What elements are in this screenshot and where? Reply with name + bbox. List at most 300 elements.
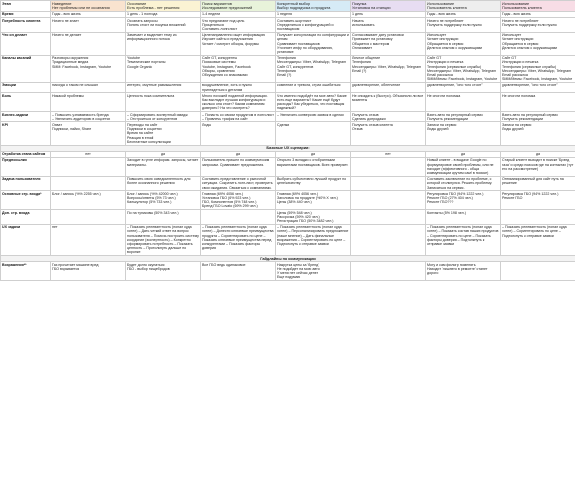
yes-no-cell: нет — [51, 151, 126, 157]
journey-cell — [426, 93, 501, 112]
cell-text: Email (?) — [277, 72, 292, 77]
journey-cell — [51, 191, 126, 210]
cell-text: Получить отзыв — [352, 112, 379, 117]
cell-text: Вопросы/ответы (5% 73 чел.) — [127, 196, 176, 201]
cell-text: Все ГБО ведь одинаковое — [202, 262, 246, 267]
row-label: UX задачи — [1, 224, 51, 255]
cell-text: Калькулятор (5% 733 чел.) — [127, 200, 172, 205]
cell-text: Ценность пока сомнительна — [127, 93, 175, 98]
cell-text: Записи на сервис — [427, 122, 457, 127]
cell-text: Оптимизированный для сайт путь на решение — [502, 177, 564, 186]
ux-row — [1, 224, 575, 255]
cell-text: – Показать релевантность (попал куда хотел) – Персонализировать предложение (наше мнение) – Дать финальные возражения – Сориентировать по цене – Подтолкнуть к отправке заявки — [277, 225, 349, 247]
cell-text: использовать — [352, 22, 375, 27]
cell-text: удовлетворение, облегчение — [352, 83, 401, 88]
row-label: Боль — [1, 93, 51, 112]
row-label: KPI — [1, 122, 51, 145]
cell-text: Начать — [352, 18, 364, 23]
yes-no-cell: да — [201, 151, 276, 157]
cell-text: Использует — [502, 33, 522, 38]
cell-text: Регулировка ГБО (94% 1222 чел.) — [502, 191, 559, 196]
cell-text: Главная (69% 4056 чел.) — [277, 191, 319, 196]
cell-text: – Увеличить аудиторию в соцсетях — [52, 116, 111, 121]
cell-text: Накрутка цены за 'бренд' — [277, 262, 319, 267]
row-label: Возражения** — [1, 262, 51, 281]
journey-cell — [51, 224, 126, 255]
journey-cell — [351, 224, 426, 255]
cell-text: – Показать релевантность (попал куда хотел) – Донести ключевые преимущества продукта – Сориентировать по цене – Показать ключевые преимущества перед конкурентами – Показать факторы доверия — [202, 225, 274, 251]
cell-text: Цены (38% 440 чел.) — [277, 200, 312, 205]
journey-cell — [351, 157, 426, 176]
journey-cell — [51, 176, 126, 191]
cell-text: Ремонт ГБО (27% 404 чел.) — [427, 196, 473, 201]
cell-text: SMM/Мемы: Facebook, Instagram, Youtube — [427, 77, 498, 82]
journey-cell — [51, 122, 126, 145]
cell-text: Взять авто на регулярный сервис — [502, 112, 559, 117]
cell-text: Читает инструкции — [427, 37, 459, 42]
cell-text: Тематические порталы — [127, 60, 166, 65]
journey-cell — [126, 93, 201, 112]
yes-no-cell: да — [276, 151, 351, 157]
cell-text: Выбрать субъективно лучший продукт по цене/качеству — [277, 177, 347, 186]
journey-row — [1, 112, 575, 122]
journey-cell — [426, 32, 501, 55]
cell-text: Бесплатные консультации — [127, 139, 171, 144]
cell-text: Лиды друзей — [427, 127, 449, 132]
cell-text: Получить поддержку если нужно — [502, 22, 557, 27]
cell-text: Новый клиент - в выдаче Google по формулировке своей проблемы, или не находит (эффективного - обща коммуникации крутим сам! в поиске) — [427, 158, 494, 176]
journey-cell — [126, 32, 201, 55]
stage-header-4: Конкретный выбор Выбор подрядчика и продукта — [276, 1, 351, 12]
journey-cell — [276, 18, 351, 33]
cell-text: Годы - всю жизнь — [502, 12, 531, 17]
cell-text: Прицениться — [202, 22, 224, 27]
journey-cell — [126, 55, 201, 82]
cell-text: Целенаправленно ищет информацию — [202, 33, 266, 38]
cell-text: Находит 'лишнего в ремонте' станет дорого — [427, 267, 488, 276]
cell-text: Ремонт ГБО — [502, 196, 523, 201]
journey-cell — [276, 157, 351, 176]
cell-text: Подписки, лайки, Share — [52, 127, 92, 132]
cell-text: интерес, смутные размышления — [127, 83, 182, 88]
ux-row — [1, 157, 575, 176]
cell-text: Ничего не знает — [52, 18, 79, 23]
cell-text: Замечает и выделяет тему из информационного потока — [127, 33, 177, 42]
journey-cell — [201, 18, 276, 33]
journey-cell — [201, 210, 276, 225]
cell-text: Ничего не потребляет — [427, 18, 464, 23]
cell-text: удовлетворение, "оно того стоит" — [502, 83, 558, 88]
journey-cell — [276, 262, 351, 281]
journey-cell — [201, 112, 276, 122]
stage-header-1: Наведение Нет проблемы или не осознания — [51, 1, 126, 12]
stage-header-7: Использование Пользователь клиента — [501, 1, 575, 12]
cell-text: 1 день — [352, 12, 363, 17]
cell-text: Мессенджеры: Viber, WhatsApp, Telegram — [502, 68, 572, 73]
cell-text: Изучает сайты и предложения — [202, 37, 253, 42]
cell-text: Оплачивает — [352, 45, 373, 50]
row-label: Каналы касаний — [1, 55, 51, 82]
row-label: Потребность клиента — [1, 18, 51, 33]
journey-cell — [276, 191, 351, 210]
journey-cell — [126, 224, 201, 255]
cell-text: Согласовывает дату установки — [352, 33, 404, 38]
journey-cell — [351, 262, 426, 281]
ux-row — [1, 210, 575, 225]
cell-text: ГБО взрывается — [52, 267, 80, 272]
ux-row — [1, 176, 575, 191]
journey-row — [1, 55, 575, 82]
journey-cell — [351, 210, 426, 225]
cell-text: Подписки в соцсетях — [127, 127, 162, 132]
cell-text: Регистрация ГБО (50% 3482 чел.) — [277, 219, 334, 224]
cell-text: Что именно подойдёт на мое авто? Какие есть еще варианты? Какие ещё будут расходы? Как убедиться, что поставщик надежный? — [277, 93, 347, 111]
journey-cell — [426, 191, 501, 210]
cell-text: Понять стоит ли покупка вложений — [127, 22, 186, 27]
journey-cell — [426, 82, 501, 92]
cell-text: Пользователь пришел по коммерческим запросам. Сравнивает предложения. — [202, 158, 270, 167]
cell-text: 1-4 недели — [202, 12, 221, 17]
cell-text: По на тупиковы (50% 343 чел.) — [127, 210, 179, 215]
journey-cell — [126, 210, 201, 225]
cell-text: Лиды — [202, 122, 212, 127]
cell-text: нет — [52, 225, 58, 230]
ux-row — [1, 191, 575, 210]
journey-cell — [426, 176, 501, 191]
cell-text: Сайт GT, конкурентов — [277, 64, 314, 69]
journey-cell — [426, 122, 501, 145]
cell-text: – Показать релевантность (попал куда хотел) – Показать состав наших продуктов – Сориентировать по цене – Показать факторы доверия – Подтолкнуть к отправке заявки — [427, 225, 499, 247]
journey-cell — [126, 176, 201, 191]
journey-cell — [351, 176, 426, 191]
cell-text: Получить рекомендации — [427, 116, 469, 121]
cell-text: Годы - всю жизнь — [427, 12, 456, 17]
cell-text: Цены (59% 548 чел.) — [277, 210, 312, 215]
cell-text: Составить заключение по проблеме, с которой столкнулся. Решить проблему. Записаться на сервис. — [427, 177, 493, 190]
cell-text: Могу и сам фильтр поменять — [427, 262, 476, 267]
journey-cell — [426, 157, 501, 176]
journey-cell — [351, 191, 426, 210]
journey-cell — [501, 93, 575, 112]
cell-text: Бренд ГБО Lovato (69% 299 чел.) — [202, 204, 258, 209]
journey-cell — [501, 18, 575, 33]
cell-text: Составить лонгслист — [202, 26, 238, 31]
journey-row — [1, 18, 575, 33]
cell-text: Email рассылка — [502, 72, 528, 77]
cell-text: – Увеличить конверсию заявок в сделки — [277, 112, 344, 117]
cell-text: Использует — [427, 33, 447, 38]
cell-text: Обзоры, сравнения — [202, 68, 235, 73]
journey-cell — [276, 93, 351, 112]
cell-text: У меня нет сейчас денег — [277, 271, 319, 276]
journey-cell — [501, 82, 575, 92]
cell-text: Поисковые системы — [202, 60, 236, 65]
cell-text: никогда о таком не слышал — [52, 83, 98, 88]
cell-text: Не сноготи поломка — [502, 93, 536, 98]
yes-no-cell: да — [501, 151, 575, 157]
journey-row — [1, 32, 575, 55]
row-label: Эмоции — [1, 82, 51, 92]
cell-text: Заголовок на продукте (%0% X чел.) — [277, 196, 338, 201]
cell-text: Сайт GT, конкуренты — [202, 56, 238, 61]
journey-cell — [501, 157, 575, 176]
row-label: Что он делает — [1, 32, 51, 55]
journey-cell — [201, 157, 276, 176]
section-title: Базовые UX сценарии: — [1, 145, 575, 151]
journey-cell — [351, 82, 426, 92]
journey-cell — [276, 112, 351, 122]
cell-text: Youtube — [127, 56, 141, 61]
cell-text: Время на сайте — [127, 131, 154, 136]
journey-cell — [126, 191, 201, 210]
cell-text: Установка ГБО (6% 923 чел.) — [202, 196, 251, 201]
cell-text: Мессенджеры: Viber, WhatsApp, Telegram — [277, 60, 347, 65]
cell-text: Обращается в сервис — [502, 41, 539, 46]
cell-text: Отзыв — [352, 127, 363, 132]
stage-header-2: Осознание Есть проблема - нет решения — [126, 1, 201, 12]
journey-cell — [51, 32, 126, 55]
journey-cell — [126, 122, 201, 145]
row-label: Время — [1, 11, 51, 17]
cell-text: 1 неделя — [277, 12, 292, 17]
cell-text: Телефония (сервисные службы) — [502, 64, 557, 69]
cell-text: Сайт GT — [502, 56, 517, 61]
journey-cell — [501, 32, 575, 55]
journey-cell — [51, 157, 126, 176]
journey-cell — [351, 18, 426, 33]
cell-text: Старый клиент выходит в поиске 'Брэнд газа' и среди поисков где на контактах (тут его на рассмотрение) — [502, 158, 574, 171]
journey-cell — [51, 18, 126, 33]
cell-text: Делится опытом с окружающими — [427, 45, 483, 50]
journey-cell — [426, 55, 501, 82]
cell-text: Не опоздать к (быстро). Объяснили ли все моменты — [352, 93, 424, 102]
cell-text: – Показать релевантность (попал куда хотел) – Сориентировать по цене – Подтолкнуть к отправке заявки — [502, 225, 567, 238]
cell-text: Инструкции и печатка — [502, 60, 539, 65]
journey-cell — [501, 224, 575, 255]
cell-text: Составить шортлист — [277, 18, 312, 23]
cell-text: Обращается в сервис — [427, 41, 464, 46]
cell-text: – Отстроиться от конкурентов — [127, 116, 178, 121]
journey-cell — [276, 122, 351, 145]
journey-row — [1, 82, 575, 92]
journey-cell — [426, 210, 501, 225]
journey-cell — [51, 93, 126, 112]
journey-cell — [201, 93, 276, 112]
row-label: Основные стр. входа* — [1, 191, 51, 210]
cell-text: Телефония (сервисные службы) — [427, 64, 482, 69]
journey-cell — [51, 82, 126, 92]
cell-text: Будет долго окупаться — [127, 262, 165, 267]
section-title: Гайдлайны по коммуникации — [1, 256, 575, 262]
cell-text: Сделки — [277, 122, 290, 127]
cell-text: Ничего не потребляет — [502, 18, 539, 23]
cell-text: Реакция в email — [127, 135, 154, 140]
cell-text: Повысить свою осведомленность для более осознанного решения — [127, 177, 191, 186]
journey-cell — [426, 112, 501, 122]
cell-text: Личное общение — [352, 56, 381, 61]
yes-no-cell: нет — [351, 151, 426, 157]
cell-text: Никакой проблемы — [52, 93, 84, 98]
cell-text: удовлетворение, "оно того стоит" — [427, 83, 483, 88]
cell-text: Рассрочка (59% 420 чел.) — [277, 214, 320, 219]
cell-text: Уточняет инфу по оборудованию, установке — [277, 45, 334, 54]
cell-text: Инструкции и печатка — [427, 60, 464, 65]
journey-cell — [351, 55, 426, 82]
objection-row — [1, 262, 575, 281]
cell-text: Составить представление о рыночной ситуации. Сократить лонг-лист, проверить свои ожидания. Связаться с компаниями. — [202, 177, 273, 190]
journey-cell — [351, 32, 426, 55]
journey-cell — [276, 210, 351, 225]
cell-text: Традиционные медиа — [52, 60, 89, 65]
row-label: Этап — [1, 1, 51, 12]
journey-cell — [201, 191, 276, 210]
cell-text: Годы - всю жизнь — [52, 12, 81, 17]
cell-text: Получить отзыв клиента — [352, 122, 393, 127]
cell-text: Не подойдет на мою авто — [277, 267, 320, 272]
journey-cell — [501, 55, 575, 82]
cell-text: воодушевление, хоть и нужно приглядеться к деталям — [202, 83, 252, 92]
journey-cell — [201, 55, 276, 82]
cell-text: Google Organic — [127, 64, 153, 69]
cell-text: Приезжает на установку — [352, 37, 393, 42]
journey-cell — [501, 122, 575, 145]
cell-text: Общается с мастером — [352, 41, 390, 46]
journey-cell — [276, 32, 351, 55]
journey-cell — [201, 224, 276, 255]
journey-cell — [126, 262, 201, 281]
stage-header-5: Покупка Установка на станции — [351, 1, 426, 12]
row-label: Бизнес-задачи — [1, 112, 51, 122]
journey-cell — [276, 224, 351, 255]
cell-text: Взять авто на регулярный сервис — [427, 112, 484, 117]
journey-cell — [501, 191, 575, 210]
cell-text: Лиды друзей — [502, 127, 524, 132]
journey-row — [1, 93, 575, 112]
journey-cell — [201, 262, 276, 281]
cell-text: Не сноготи поломка — [427, 93, 461, 98]
cell-text: Телефония — [277, 68, 296, 73]
journey-cell — [276, 176, 351, 191]
journey-cell — [426, 224, 501, 255]
journey-cell — [201, 32, 276, 55]
cell-text: Email (?) — [352, 68, 367, 73]
cell-text: – Привлечь трафик на сайт — [202, 116, 248, 121]
cell-text: Сайт GT — [427, 56, 442, 61]
cell-text: Осознать запросы — [127, 18, 158, 23]
cell-text: Определиться с конфигурацией и поставщиком — [277, 22, 334, 31]
cell-text: Мессенджеры: Viber, WhatsApp, Telegram — [352, 64, 422, 69]
cell-text: Делится опытом с окружающими — [502, 45, 558, 50]
cell-text: Блог / запись (%% 42000 чел.) — [127, 191, 178, 196]
journey-cell — [351, 122, 426, 145]
journey-cell — [276, 55, 351, 82]
journey-cell — [126, 18, 201, 33]
cell-text: SMM/Мемы: Facebook, Instagram, Youtube — [502, 77, 573, 82]
cell-text: Сделать допродажи — [352, 116, 386, 121]
cell-text: Что предлагают под цель — [202, 18, 245, 23]
cell-text: Переходы на сайт — [127, 122, 158, 127]
cell-text: Главная (69% 4056 чел.) — [202, 191, 244, 196]
row-label: Отработка этапа сайтом — [1, 151, 51, 157]
stage-header-6: Использование Пользователь клиента — [426, 1, 501, 12]
cell-text: Ремонт ГБО??? — [427, 200, 454, 205]
cell-text: Сравнивает поставщиков — [277, 41, 320, 46]
stage-header-3: Поиск вариантов Исследование предложений — [201, 1, 276, 12]
journey-cell — [501, 262, 575, 281]
cell-text: Телефония — [277, 56, 296, 61]
cell-text: Читает / смотрит обзоры, форумы — [202, 41, 259, 46]
cell-text: SMM: Facebook, Instagram, Youtube — [52, 64, 112, 69]
journey-cell — [51, 210, 126, 225]
journey-cell — [276, 82, 351, 92]
cell-text: Получить рекомендации — [502, 116, 544, 121]
cell-text: Охват — [52, 122, 62, 127]
cell-text: Получает консультации по конфигурации и ценам — [277, 33, 349, 42]
cell-text: Разговоры окружения — [52, 56, 89, 61]
journey-cell — [51, 55, 126, 82]
journey-cell — [51, 112, 126, 122]
journey-cell — [126, 82, 201, 92]
cell-text: – Повысить узнаваемость бренда — [52, 112, 109, 117]
cell-text: Газ прочитает машине вред — [52, 262, 99, 267]
journey-cell — [351, 112, 426, 122]
journey-cell — [351, 93, 426, 112]
journey-cell — [201, 176, 276, 191]
row-label: Задача пользователя — [1, 176, 51, 191]
cell-text: Регулировка ГБО (94% 1222 чел.) — [427, 191, 484, 196]
cell-text: ГБО, Компонентов (5% 748 чел.) — [202, 200, 257, 205]
journey-cell — [51, 262, 126, 281]
journey-cell — [501, 210, 575, 225]
journey-cell — [426, 18, 501, 33]
journey-cell — [201, 82, 276, 92]
journey-cell — [426, 262, 501, 281]
cell-text: – Попасть со своим продуктом в лонгслист — [202, 112, 274, 117]
cell-text: Youtube, Instagram, Facebook — [202, 64, 251, 69]
cell-text: – Показать релевантность (попал куда хотел) – Дать четкий ответ на вопрос пользователя – Помочь построить систему координат (экспертность) – Конкретно сформировать потребность – Показать ценность – Протолкнуть дальше по воронке — [127, 225, 199, 255]
cell-text: Записи на сервис — [502, 122, 532, 127]
cell-text: Открыто 3 вкладки с отобранными вариантами поставщиков. Всех проверяет. — [277, 158, 349, 167]
cell-text: Телефония — [352, 60, 371, 65]
row-label: Предпосылки — [1, 157, 51, 176]
journey-cell — [126, 157, 201, 176]
yes-no-cell: да — [426, 151, 501, 157]
cell-text: Обсуждения со знакомыми — [202, 72, 248, 77]
cell-text: Получить поддержку если нужно — [427, 22, 482, 27]
cell-text: – Сформировать экспертный имидж — [127, 112, 188, 117]
cell-text: Контакты (5% 198 чел.) — [427, 210, 466, 215]
journey-cell — [126, 112, 201, 122]
cell-text: сомнение и тревога, страх ошибиться — [277, 83, 341, 88]
cell-text: Заходит в гугле инфорам. запросы, читает материалы. — [127, 158, 199, 167]
cell-text: Ничего не делает — [52, 33, 82, 38]
cell-text: Email рассылка — [427, 72, 453, 77]
journey-cell — [501, 176, 575, 191]
cell-text: Читает инструкции — [502, 37, 534, 42]
row-label: Доп. стр. входа — [1, 210, 51, 225]
yes-no-cell: да — [126, 151, 201, 157]
cell-text: Мессенджеры: Viber, WhatsApp, Telegram — [427, 68, 497, 73]
journey-cell — [501, 112, 575, 122]
cell-text: 1 день - 1 полгода — [127, 12, 158, 17]
stage-header-row — [1, 1, 575, 12]
cell-text: Блог / запись (%% 2255 чел.) — [52, 191, 101, 196]
cell-text: ГБО - выбор нищебродов — [127, 267, 170, 272]
journey-cell — [201, 122, 276, 145]
cell-text: Еще подумаю — [277, 275, 301, 280]
journey-row — [1, 122, 575, 145]
cell-text: Много похожей поданной информации. Как выглядит лучшая конфигурация и сколько она стоит? Каким компаниям доверять? На что смотреть? — [202, 93, 268, 111]
